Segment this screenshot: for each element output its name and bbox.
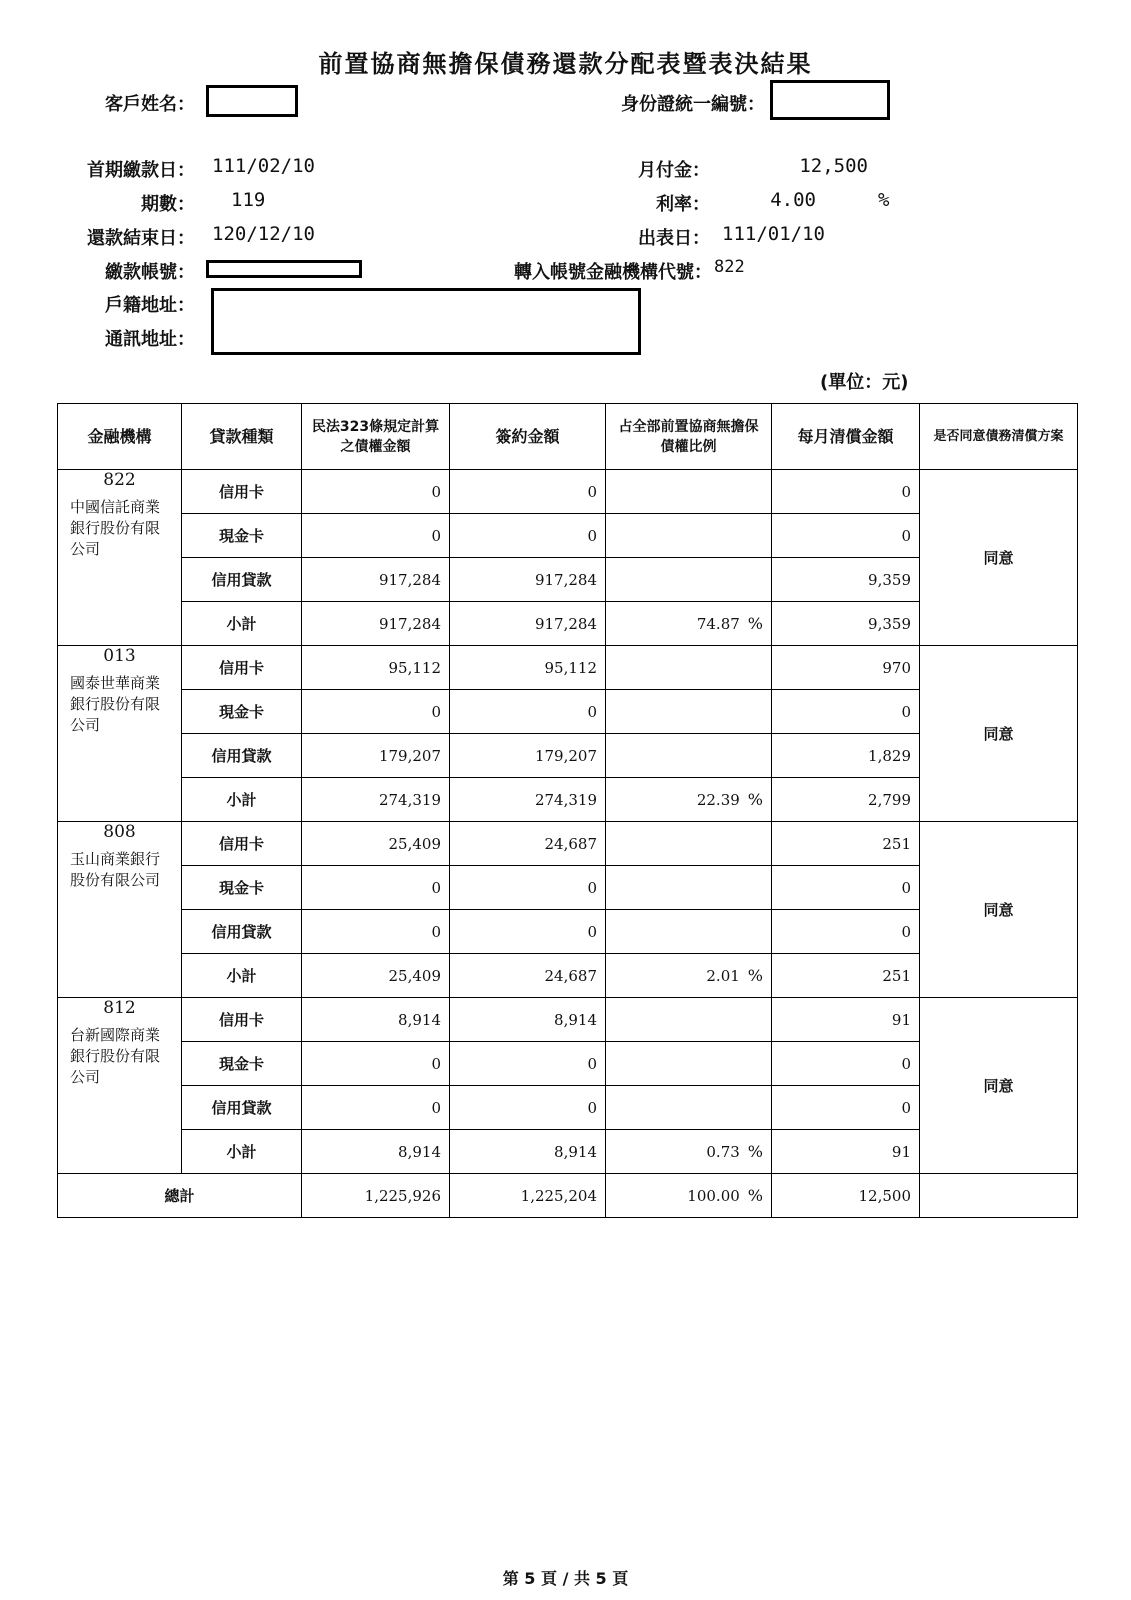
id-number-redaction xyxy=(770,80,890,120)
interest-rate-label: 利率： xyxy=(656,194,710,215)
table-header-row xyxy=(58,404,1078,470)
ratio-cell xyxy=(606,734,772,778)
monthly-amount: 0 xyxy=(772,1042,920,1086)
claim-amount: 0 xyxy=(302,910,450,954)
claim-amount: 0 xyxy=(302,470,450,514)
signed-amount: 0 xyxy=(450,1086,606,1130)
percent-sign: % xyxy=(747,1142,763,1161)
total-signed-amount: 1,225,204 xyxy=(450,1174,606,1218)
table-row xyxy=(58,646,1078,690)
loan-type: 信用卡 xyxy=(182,470,302,514)
ratio-cell xyxy=(606,646,772,690)
monthly-amount: 0 xyxy=(772,866,920,910)
ratio-cell xyxy=(606,514,772,558)
ratio-cell xyxy=(606,910,772,954)
id-number-label: 身份證統一編號： xyxy=(621,94,765,115)
signed-amount: 0 xyxy=(450,910,606,954)
total-ratio-cell xyxy=(606,1174,772,1218)
signed-amount: 95,112 xyxy=(450,646,606,690)
account-redaction xyxy=(206,260,362,278)
total-ratio-value: 100.00 xyxy=(687,1187,740,1205)
institution-cell xyxy=(58,646,182,822)
signed-amount: 0 xyxy=(450,514,606,558)
table-row xyxy=(58,998,1078,1042)
distribution-table xyxy=(57,403,1078,1218)
ratio-cell xyxy=(606,954,772,998)
ratio-cell xyxy=(606,602,772,646)
col-institution: 金融機構 xyxy=(58,404,182,470)
claim-amount: 0 xyxy=(302,1042,450,1086)
unit-note: (單位：元) xyxy=(820,372,909,393)
total-agreement-empty xyxy=(920,1174,1078,1218)
institution-cell xyxy=(58,470,182,646)
institution-name: 國泰世華商業銀行股份有限公司 xyxy=(70,674,161,734)
ratio-cell xyxy=(606,690,772,734)
ratio-cell xyxy=(606,558,772,602)
signed-amount: 24,687 xyxy=(450,822,606,866)
loan-type: 信用卡 xyxy=(182,998,302,1042)
col-agreement: 是否同意債務清償方案 xyxy=(920,404,1078,470)
first-payment-label: 首期繳款日： xyxy=(87,160,195,181)
customer-name-label: 客戶姓名： xyxy=(105,94,195,115)
issue-date-label: 出表日： xyxy=(638,228,710,249)
claim-amount: 25,409 xyxy=(302,954,450,998)
signed-amount: 917,284 xyxy=(450,558,606,602)
percent-sign: % xyxy=(747,790,763,809)
monthly-amount: 970 xyxy=(772,646,920,690)
claim-amount: 917,284 xyxy=(302,558,450,602)
claim-amount: 0 xyxy=(302,690,450,734)
ratio-cell xyxy=(606,470,772,514)
ratio-value: 0.73 xyxy=(706,1143,740,1161)
institution-cell xyxy=(58,998,182,1174)
col-monthly-repayment: 每月清償金額 xyxy=(772,404,920,470)
agreement-status: 同意 xyxy=(920,998,1078,1174)
monthly-amount: 0 xyxy=(772,690,920,734)
ratio-cell xyxy=(606,822,772,866)
claim-amount: 0 xyxy=(302,1086,450,1130)
issue-date-value: 111/01/10 xyxy=(722,223,825,245)
claim-amount: 8,914 xyxy=(302,1130,450,1174)
claim-amount: 0 xyxy=(302,514,450,558)
percent-sign: % xyxy=(747,614,763,633)
loan-type: 小計 xyxy=(182,954,302,998)
signed-amount: 8,914 xyxy=(450,1130,606,1174)
loan-type: 信用貸款 xyxy=(182,734,302,778)
claim-amount: 179,207 xyxy=(302,734,450,778)
agreement-status: 同意 xyxy=(920,470,1078,646)
loan-type: 現金卡 xyxy=(182,866,302,910)
household-address-label: 戶籍地址： xyxy=(105,295,195,316)
mailing-address-label: 通訊地址： xyxy=(105,329,195,350)
total-monthly-amount: 12,500 xyxy=(772,1174,920,1218)
loan-type: 信用貸款 xyxy=(182,1086,302,1130)
signed-amount: 24,687 xyxy=(450,954,606,998)
monthly-payment-value: 12,500 xyxy=(799,155,868,177)
loan-type: 現金卡 xyxy=(182,1042,302,1086)
monthly-amount: 1,829 xyxy=(772,734,920,778)
col-ratio: 占全部前置協商無擔保債權比例 xyxy=(606,404,772,470)
table-row xyxy=(58,470,1078,514)
interest-rate-unit: % xyxy=(878,189,890,211)
periods-value: 119 xyxy=(231,189,266,211)
institution-name: 中國信託商業銀行股份有限公司 xyxy=(70,498,161,558)
loan-type: 小計 xyxy=(182,1130,302,1174)
signed-amount: 0 xyxy=(450,866,606,910)
loan-type: 信用卡 xyxy=(182,822,302,866)
monthly-amount: 0 xyxy=(772,470,920,514)
loan-type: 信用貸款 xyxy=(182,910,302,954)
monthly-amount: 9,359 xyxy=(772,558,920,602)
first-payment-value: 111/02/10 xyxy=(212,155,315,177)
monthly-amount: 9,359 xyxy=(772,602,920,646)
signed-amount: 0 xyxy=(450,690,606,734)
col-signed-amount: 簽約金額 xyxy=(450,404,606,470)
monthly-amount: 91 xyxy=(772,1130,920,1174)
table-row xyxy=(58,822,1078,866)
claim-amount: 0 xyxy=(302,866,450,910)
institution-code: 808 xyxy=(103,822,136,842)
ratio-value: 2.01 xyxy=(706,967,740,985)
agreement-status: 同意 xyxy=(920,646,1078,822)
end-date-value: 120/12/10 xyxy=(212,223,315,245)
loan-type: 信用卡 xyxy=(182,646,302,690)
col-claim-amount: 民法323條規定計算之債權金額 xyxy=(302,404,450,470)
total-label: 總計 xyxy=(58,1174,302,1218)
monthly-payment-label: 月付金： xyxy=(638,160,710,181)
signed-amount: 0 xyxy=(450,1042,606,1086)
monthly-amount: 251 xyxy=(772,954,920,998)
claim-amount: 274,319 xyxy=(302,778,450,822)
percent-sign: % xyxy=(747,966,763,985)
loan-type: 小計 xyxy=(182,602,302,646)
monthly-amount: 0 xyxy=(772,910,920,954)
institution-code: 822 xyxy=(103,470,136,490)
total-row xyxy=(58,1174,1078,1218)
monthly-amount: 91 xyxy=(772,998,920,1042)
claim-amount: 917,284 xyxy=(302,602,450,646)
monthly-amount: 2,799 xyxy=(772,778,920,822)
signed-amount: 917,284 xyxy=(450,602,606,646)
ratio-value: 22.39 xyxy=(696,791,740,809)
institution-cell xyxy=(58,822,182,998)
transfer-code-value: 822 xyxy=(714,257,745,277)
institution-name: 玉山商業銀行股份有限公司 xyxy=(70,850,161,889)
end-date-label: 還款結束日： xyxy=(87,228,195,249)
ratio-cell xyxy=(606,1130,772,1174)
ratio-cell xyxy=(606,1042,772,1086)
institution-name: 台新國際商業銀行股份有限公司 xyxy=(70,1026,161,1086)
ratio-value: 74.87 xyxy=(696,615,740,633)
loan-type: 小計 xyxy=(182,778,302,822)
signed-amount: 274,319 xyxy=(450,778,606,822)
agreement-status: 同意 xyxy=(920,822,1078,998)
monthly-amount: 251 xyxy=(772,822,920,866)
ratio-cell xyxy=(606,998,772,1042)
percent-sign: % xyxy=(747,1186,763,1205)
ratio-cell xyxy=(606,1086,772,1130)
page-footer: 第 5 頁 / 共 5 頁 xyxy=(502,1569,629,1588)
signed-amount: 0 xyxy=(450,470,606,514)
signed-amount: 179,207 xyxy=(450,734,606,778)
claim-amount: 95,112 xyxy=(302,646,450,690)
institution-code: 013 xyxy=(103,646,136,666)
claim-amount: 8,914 xyxy=(302,998,450,1042)
loan-type: 現金卡 xyxy=(182,514,302,558)
ratio-cell xyxy=(606,778,772,822)
loan-type: 現金卡 xyxy=(182,690,302,734)
interest-rate-value: 4.00 xyxy=(770,189,816,211)
customer-name-redaction xyxy=(206,85,298,117)
monthly-amount: 0 xyxy=(772,514,920,558)
signed-amount: 8,914 xyxy=(450,998,606,1042)
claim-amount: 25,409 xyxy=(302,822,450,866)
account-label: 繳款帳號： xyxy=(105,262,195,283)
periods-label: 期數： xyxy=(141,194,195,215)
monthly-amount: 0 xyxy=(772,1086,920,1130)
institution-code: 812 xyxy=(103,998,136,1018)
loan-type: 信用貸款 xyxy=(182,558,302,602)
address-redaction xyxy=(211,288,641,355)
document-title: 前置協商無擔保債務還款分配表暨表決結果 xyxy=(318,49,813,78)
total-claim-amount: 1,225,926 xyxy=(302,1174,450,1218)
transfer-code-label: 轉入帳號金融機構代號： xyxy=(514,262,712,283)
col-loan-type: 貸款種類 xyxy=(182,404,302,470)
ratio-cell xyxy=(606,866,772,910)
